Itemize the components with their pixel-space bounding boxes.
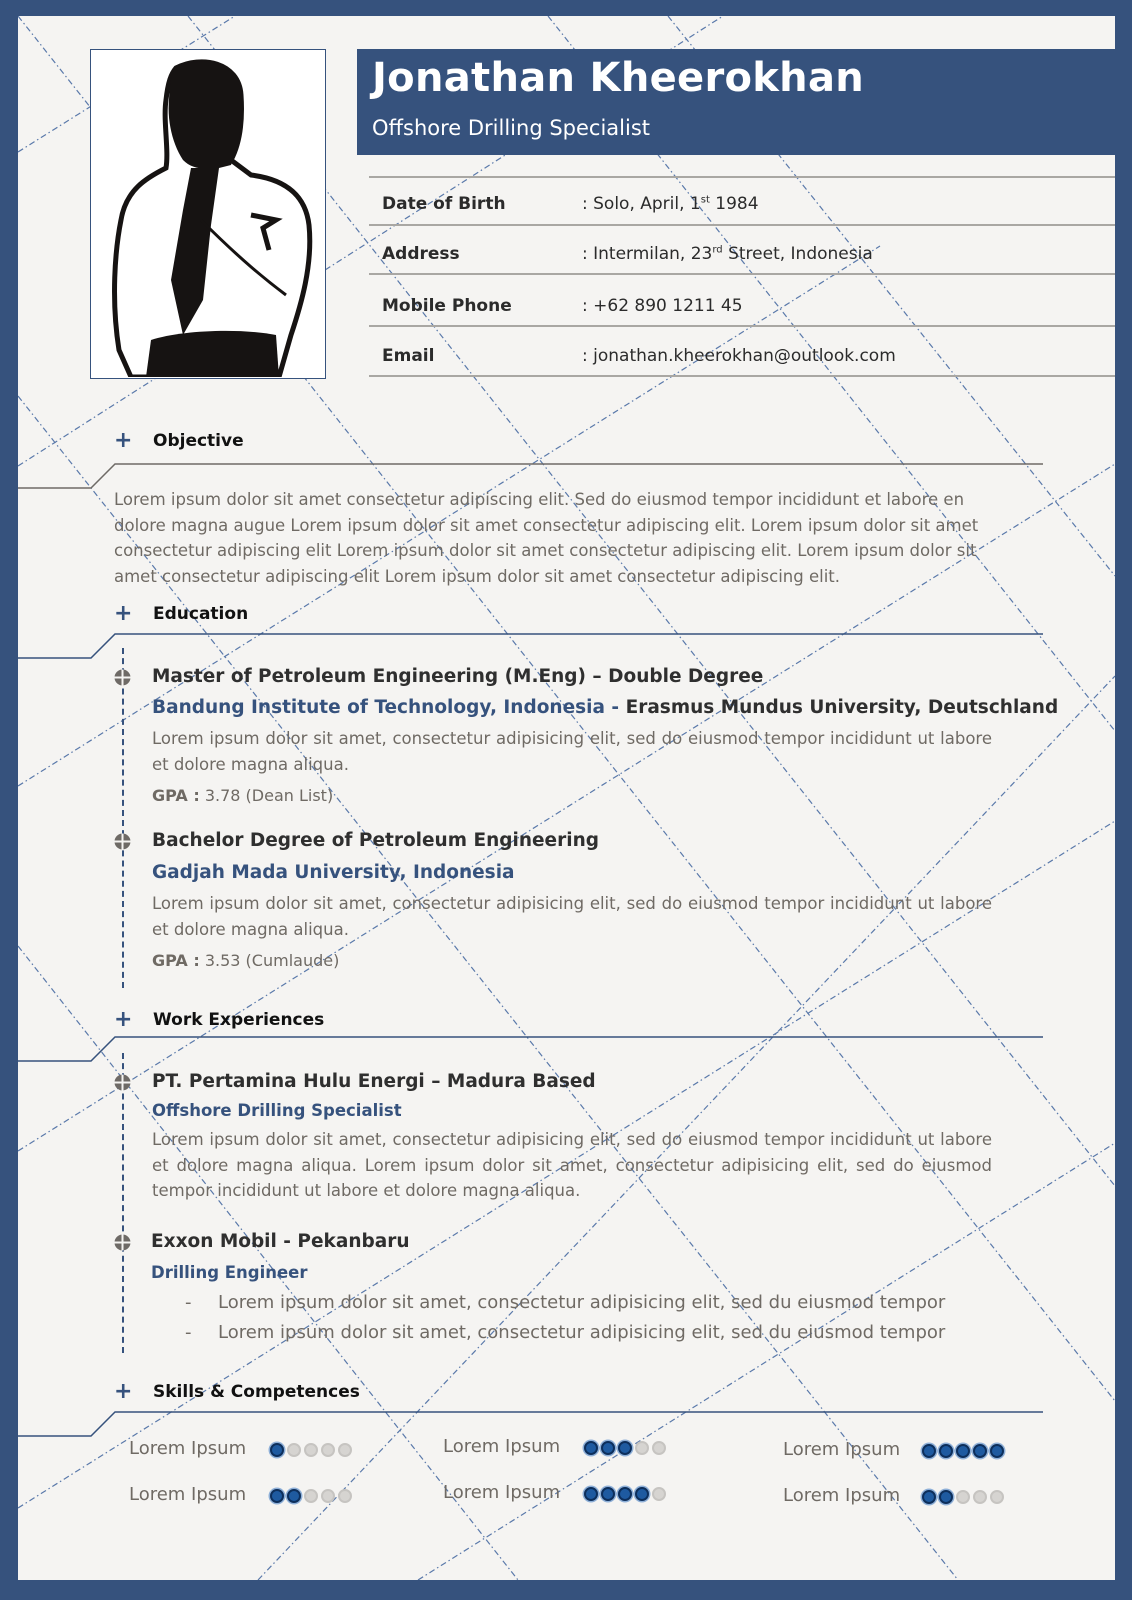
skill-rating	[584, 1487, 666, 1501]
skill-rating	[922, 1444, 1004, 1458]
section-rule	[18, 463, 1043, 489]
section-rule	[18, 633, 1043, 659]
list-dash: -	[185, 1322, 192, 1343]
rating-dot-empty	[321, 1443, 335, 1457]
section-title-skills: Skills & Competences	[153, 1382, 360, 1402]
rating-dot-empty	[304, 1489, 318, 1503]
work-timeline	[122, 1053, 124, 1353]
education-description: Lorem ipsum dolor sit amet, consectetur adipisicing elit, sed do eiusmod tempor incididunt ut labore et dolore magna aliqua.	[152, 729, 992, 774]
rating-dot-empty	[652, 1487, 666, 1501]
work-bullet: Lorem ipsum dolor sit amet, consectetur adipisicing elit, sed du eiusmod tempor	[218, 1292, 946, 1313]
section-title-work: Work Experiences	[153, 1010, 325, 1030]
work-company: PT. Pertamina Hulu Energi – Madura Based	[152, 1071, 596, 1092]
skill-rating	[584, 1441, 666, 1455]
rating-dot-filled	[287, 1489, 301, 1503]
plus-icon: +	[114, 601, 133, 626]
rating-dot-filled	[618, 1441, 632, 1455]
skill-rating	[922, 1490, 1004, 1504]
info-divider	[369, 224, 1115, 226]
crosshair-bullet-icon	[114, 833, 131, 850]
resume-page	[18, 16, 1115, 1580]
skill-name: Lorem Ipsum	[783, 1439, 901, 1460]
info-divider	[369, 325, 1115, 327]
candidate-name: Jonathan Kheerokhan	[372, 55, 865, 101]
skill-name: Lorem Ipsum	[443, 1436, 561, 1457]
person-silhouette-icon	[91, 50, 324, 377]
info-label-address: Address	[382, 244, 460, 264]
info-label-phone: Mobile Phone	[382, 296, 512, 316]
rating-dot-empty	[956, 1490, 970, 1504]
rating-dot-filled	[618, 1487, 632, 1501]
info-divider	[369, 375, 1115, 377]
name-banner	[357, 49, 1115, 155]
education-degree: Master of Petroleum Engineering (M.Eng) – Double Degree	[152, 666, 764, 687]
section-rule	[18, 1036, 1043, 1062]
skill-name: Lorem Ipsum	[443, 1482, 561, 1503]
crosshair-bullet-icon	[114, 669, 131, 686]
education-gpa: GPA : 3.53 (Cumlaude)	[152, 951, 340, 970]
info-value-email[interactable]: : jonathan.kheerokhan@outlook.com	[582, 346, 896, 366]
rating-dot-filled	[956, 1444, 970, 1458]
education-degree: Bachelor Degree of Petroleum Engineering	[152, 830, 599, 851]
education-gpa: GPA : 3.78 (Dean List)	[152, 786, 334, 805]
skill-rating	[270, 1443, 352, 1457]
rating-dot-empty	[338, 1489, 352, 1503]
candidate-title: Offshore Drilling Specialist	[372, 116, 650, 140]
plus-icon: +	[114, 428, 133, 453]
info-value-dob: : Solo, April, 1st 1984	[582, 194, 759, 214]
rating-dot-filled	[270, 1489, 284, 1503]
rating-dot-empty	[635, 1441, 649, 1455]
rating-dot-filled	[990, 1444, 1004, 1458]
education-timeline	[122, 648, 124, 988]
section-rule	[18, 1411, 1043, 1437]
rating-dot-filled	[584, 1487, 598, 1501]
rating-dot-filled	[973, 1444, 987, 1458]
rating-dot-filled	[939, 1444, 953, 1458]
rating-dot-filled	[922, 1444, 936, 1458]
work-bullet: Lorem ipsum dolor sit amet, consectetur adipisicing elit, sed du eiusmod tempor	[218, 1322, 946, 1343]
skill-rating	[270, 1489, 352, 1503]
work-role: Offshore Drilling Specialist	[152, 1101, 402, 1120]
profile-photo	[90, 49, 326, 379]
rating-dot-empty	[973, 1490, 987, 1504]
info-divider	[369, 176, 1115, 178]
crosshair-bullet-icon	[114, 1074, 131, 1091]
info-label-email: Email	[382, 346, 435, 366]
rating-dot-filled	[922, 1490, 936, 1504]
education-school: Gadjah Mada University, Indonesia	[152, 862, 515, 883]
plus-icon: +	[114, 1379, 133, 1404]
list-dash: -	[185, 1292, 192, 1313]
rating-dot-filled	[584, 1441, 598, 1455]
rating-dot-empty	[338, 1443, 352, 1457]
rating-dot-filled	[601, 1441, 615, 1455]
work-description: Lorem ipsum dolor sit amet, consectetur adipisicing elit, sed do eiusmod tempor incididunt ut labore et dolore magna aliqua. Lorem ipsum dolor sit amet, consectetur adipisicing elit, sed do eiusmod tempor incididunt ut labore et dolore magna aliqua.	[152, 1130, 992, 1200]
education-school: Bandung Institute of Technology, Indonesia - Erasmus Mundus University, Deutschland	[152, 697, 1059, 718]
work-company: Exxon Mobil - Pekanbaru	[151, 1231, 410, 1252]
section-title-objective: Objective	[153, 431, 244, 451]
skill-name: Lorem Ipsum	[129, 1438, 247, 1459]
skill-name: Lorem Ipsum	[129, 1484, 247, 1505]
objective-text: Lorem ipsum dolor sit amet consectetur adipiscing elit. Sed do eiusmod tempor incididunt et labore en dolore magna augue Lorem ipsum dolor sit amet consectetur adipiscing elit. Lorem ipsum dolor sit amet consectetur adipiscing elit Lorem ipsum dolor sit amet consectetur adipiscing elit. Lorem ipsum dolor sit amet consectetur adipiscing elit Lorem ipsum dolor sit amet consectetur adipiscing elit.	[114, 490, 979, 586]
education-description: Lorem ipsum dolor sit amet, consectetur adipisicing elit, sed do eiusmod tempor incididunt ut labore et dolore magna aliqua.	[152, 894, 992, 939]
info-value-address: : Intermilan, 23rd Street, Indonesia	[582, 244, 873, 264]
rating-dot-empty	[287, 1443, 301, 1457]
rating-dot-filled	[939, 1490, 953, 1504]
rating-dot-empty	[321, 1489, 335, 1503]
rating-dot-empty	[990, 1490, 1004, 1504]
section-title-education: Education	[153, 604, 249, 624]
crosshair-bullet-icon	[114, 1234, 131, 1251]
rating-dot-filled	[601, 1487, 615, 1501]
info-label-dob: Date of Birth	[382, 194, 506, 214]
work-role: Drilling Engineer	[151, 1263, 308, 1282]
rating-dot-filled	[270, 1443, 284, 1457]
rating-dot-empty	[652, 1441, 666, 1455]
info-divider	[369, 273, 1115, 275]
rating-dot-empty	[304, 1443, 318, 1457]
info-value-phone: : +62 890 1211 45	[582, 296, 743, 316]
rating-dot-filled	[635, 1487, 649, 1501]
skill-name: Lorem Ipsum	[783, 1485, 901, 1506]
plus-icon: +	[114, 1007, 133, 1032]
